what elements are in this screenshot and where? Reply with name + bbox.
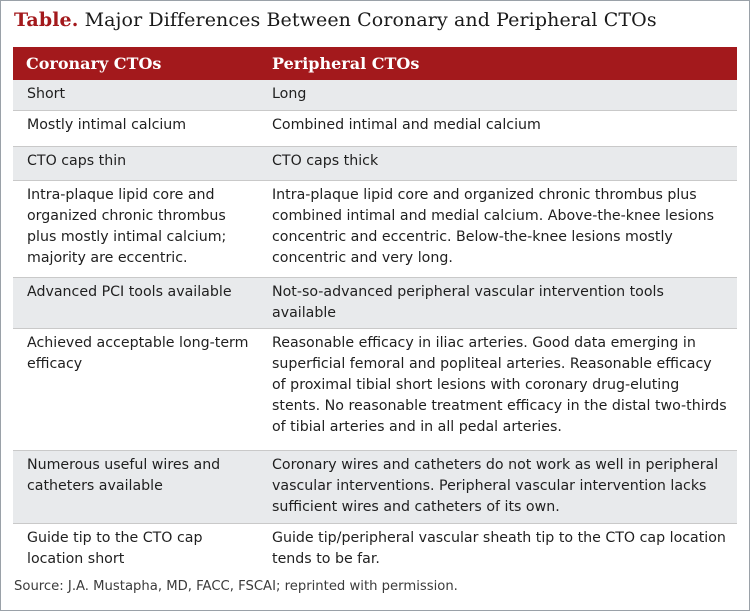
table-title-text: Major Differences Between Coronary and Peripheral CTOs: [78, 9, 657, 31]
cell-peripheral: Not-so-advanced peripheral vascular intervention tools available: [258, 277, 737, 328]
table-row: [13, 180, 737, 277]
cell-coronary: Numerous useful wires and catheters available: [13, 450, 258, 523]
comparison-table: [13, 47, 737, 574]
cell-coronary: Achieved acceptable long-term efficacy: [13, 328, 258, 450]
cell-coronary: Intra-plaque lipid core and organized chronic thrombus plus mostly intimal calcium; majority are eccentric.: [13, 180, 258, 277]
table-row: [13, 523, 737, 574]
table-row: [13, 328, 737, 450]
table-row: [13, 450, 737, 523]
column-header-coronary: Coronary CTOs: [13, 47, 258, 80]
cell-peripheral: Coronary wires and catheters do not work as well in peripheral vascular interventions. Peripheral vascular intervention lacks sufficient wires and catheters of its own.: [258, 450, 737, 523]
source-note: Source: J.A. Mustapha, MD, FACC, FSCAI; reprinted with permission.: [14, 579, 458, 594]
cell-peripheral: Intra-plaque lipid core and organized chronic thrombus plus combined intimal and medial calcium. Above-the-knee lesions concentric and eccentric. Below-the-knee lesions mostly concentric and very long.: [258, 180, 737, 277]
table-title-lead: Table.: [14, 9, 79, 31]
cell-peripheral: Reasonable efficacy in iliac arteries. Good data emerging in superficial femoral and popliteal arteries. Reasonable efficacy of proximal tibial short lesions with coronary drug-eluting stents. No reasonable treatment efficacy in the distal two-thirds of tibial arteries and in all pedal arteries.: [258, 328, 737, 450]
table-header-row: [13, 47, 737, 80]
cell-peripheral: CTO caps thick: [258, 146, 737, 180]
cell-coronary: Mostly intimal calcium: [13, 110, 258, 146]
cell-coronary: CTO caps thin: [13, 146, 258, 180]
cell-peripheral: Combined intimal and medial calcium: [258, 110, 737, 146]
column-header-peripheral: Peripheral CTOs: [258, 47, 737, 80]
table-row: [13, 277, 737, 328]
cell-peripheral: Guide tip/peripheral vascular sheath tip to the CTO cap location tends to be far.: [272, 529, 726, 567]
table-title: [14, 9, 657, 31]
table-row: [13, 146, 737, 180]
cell-coronary: Guide tip to the CTO cap location short: [27, 529, 203, 567]
table-row: [13, 110, 737, 146]
table-row: [13, 80, 737, 110]
cell-coronary: Short: [13, 80, 258, 110]
cell-peripheral: Long: [258, 80, 737, 110]
cell-coronary: Advanced PCI tools available: [13, 277, 258, 328]
